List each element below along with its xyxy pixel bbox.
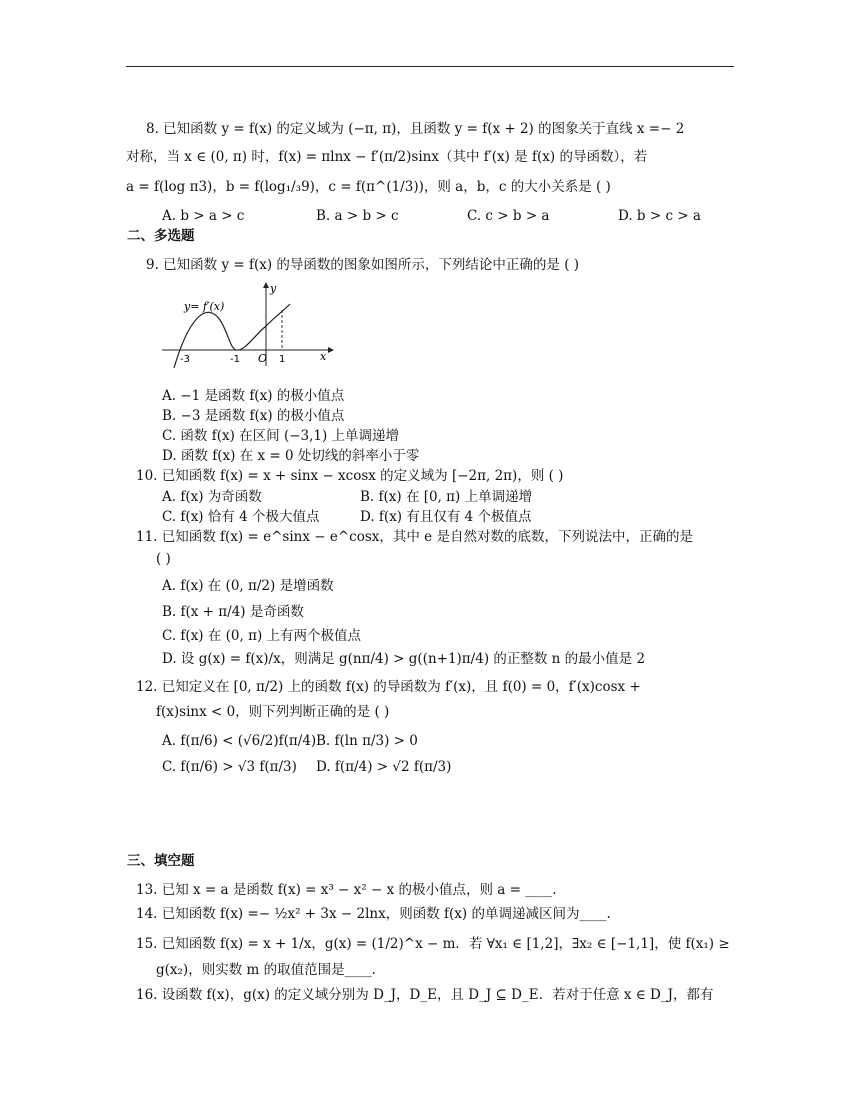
q8-option-a[interactable]: A. b > a > c [162, 208, 245, 224]
y-axis-label: y [270, 282, 277, 295]
q10-option-b[interactable]: B. f(x) 在 [0, π) 上单调递增 [360, 489, 533, 505]
q9-option-b[interactable]: B. −3 是函数 f(x) 的极小值点 [162, 408, 345, 424]
origin-label: O [258, 352, 268, 365]
section-multiple-choice-title: 二、多选题 [127, 228, 195, 244]
q12-option-a[interactable]: A. f(π/6) < (√6/2)f(π/4) [162, 733, 317, 749]
q9-option-a[interactable]: A. −1 是函数 f(x) 的极小值点 [162, 388, 345, 404]
q8-option-b[interactable]: B. a > b > c [316, 208, 399, 224]
y-axis-arrow [263, 282, 269, 288]
q15-line-2: g(x₂)，则实数 m 的取值范围是____. [156, 962, 376, 978]
q8-line-3: a = f(log π3)，b = f(log₁/₃9)，c = f(π^(1/3))，则 a，b，c 的大小关系是 ( ) [126, 179, 611, 195]
q15-line-1: 15. 已知函数 f(x) = x + 1/x，g(x) = (1/2)^x − m．若 ∀x₁ ∈ [1,2]，∃x₂ ∈ [−1,1]，使 f(x₁) ≥ [136, 936, 730, 952]
q11-option-b[interactable]: B. f(x + π/4) 是奇函数 [162, 604, 304, 620]
q11-option-d[interactable]: D. 设 g(x) = f(x)/x，则满足 g(nπ/4) > g((n+1)π/4) 的正整数 n 的最小值是 2 [162, 651, 646, 667]
q10-option-c[interactable]: C. f(x) 恰有 4 个极大值点 [162, 509, 320, 525]
q9-line-1: 9. 已知函数 y = f(x) 的导函数的图象如图所示，下列结论中正确的是 ( ) [146, 257, 580, 273]
tick-label-neg1: -1 [230, 354, 240, 365]
tick-label-1: 1 [279, 354, 286, 365]
q8-line-2: 对称，当 x ∈ (0, π) 时，f(x) = πlnx − f′(π/2)sinx（其中 f′(x) 是 f(x) 的导函数），若 [126, 149, 648, 165]
q13-line: 13. 已知 x = a 是函数 f(x) = x³ − x² − x 的极小值点，则 a = ____. [136, 882, 557, 898]
q12-option-d[interactable]: D. f(π/4) > √2 f(π/3) [316, 759, 452, 775]
q12-option-c[interactable]: C. f(π/6) > √3 f(π/3) [162, 759, 297, 775]
q8-line-1: 8. 已知函数 y = f(x) 的定义域为 (−π, π)，且函数 y = f(x + 2) 的图象关于直线 x =− 2 [146, 121, 685, 137]
header-rule [126, 66, 734, 67]
q9-option-c[interactable]: C. 函数 f(x) 在区间 (−3,1) 上单调递增 [162, 428, 400, 444]
q11-line-2: ( ) [156, 551, 171, 567]
q8-option-d[interactable]: D. b > c > a [618, 208, 701, 224]
q12-line-2: f(x)sinx < 0，则下列判断正确的是 ( ) [156, 704, 390, 720]
curve-label: y= f′(x) [184, 300, 225, 313]
x-axis-label: x [320, 350, 327, 363]
q9-option-d[interactable]: D. 函数 f(x) 在 x = 0 处切线的斜率小于零 [162, 448, 420, 464]
section-fill-in-title: 三、填空题 [127, 853, 195, 869]
derivative-graph [158, 280, 336, 370]
q11-option-a[interactable]: A. f(x) 在 (0, π/2) 是增函数 [162, 578, 334, 594]
q16-line-1: 16. 设函数 f(x)，g(x) 的定义域分别为 D_J，D_E，且 D_J ⊆ D_E．若对于任意 x ∈ D_J，都有 [136, 987, 714, 1003]
q10-option-d[interactable]: D. f(x) 有且仅有 4 个极值点 [360, 509, 532, 525]
q12-option-b[interactable]: B. f(ln π/3) > 0 [316, 733, 418, 749]
q14-line: 14. 已知函数 f(x) =− ½x² + 3x − 2lnx，则函数 f(x) 的单调递减区间为____. [136, 906, 611, 922]
tick-label-neg3: -3 [180, 354, 190, 365]
x-axis-arrow [328, 347, 334, 353]
q11-line-1: 11. 已知函数 f(x) = e^sinx − e^cosx，其中 e 是自然对数的底数，下列说法中，正确的是 [136, 529, 693, 545]
q8-option-c[interactable]: C. c > b > a [467, 208, 550, 224]
q12-line-1: 12. 已知定义在 [0, π/2) 上的函数 f(x) 的导函数为 f′(x)，且 f(0) = 0，f′(x)cosx + [136, 679, 641, 695]
q10-option-a[interactable]: A. f(x) 为奇函数 [162, 489, 262, 505]
q10-line-1: 10. 已知函数 f(x) = x + sinx − xcosx 的定义域为 [−2π, 2π)，则 ( ) [136, 468, 564, 484]
q11-option-c[interactable]: C. f(x) 在 (0, π) 上有两个极值点 [162, 628, 362, 644]
